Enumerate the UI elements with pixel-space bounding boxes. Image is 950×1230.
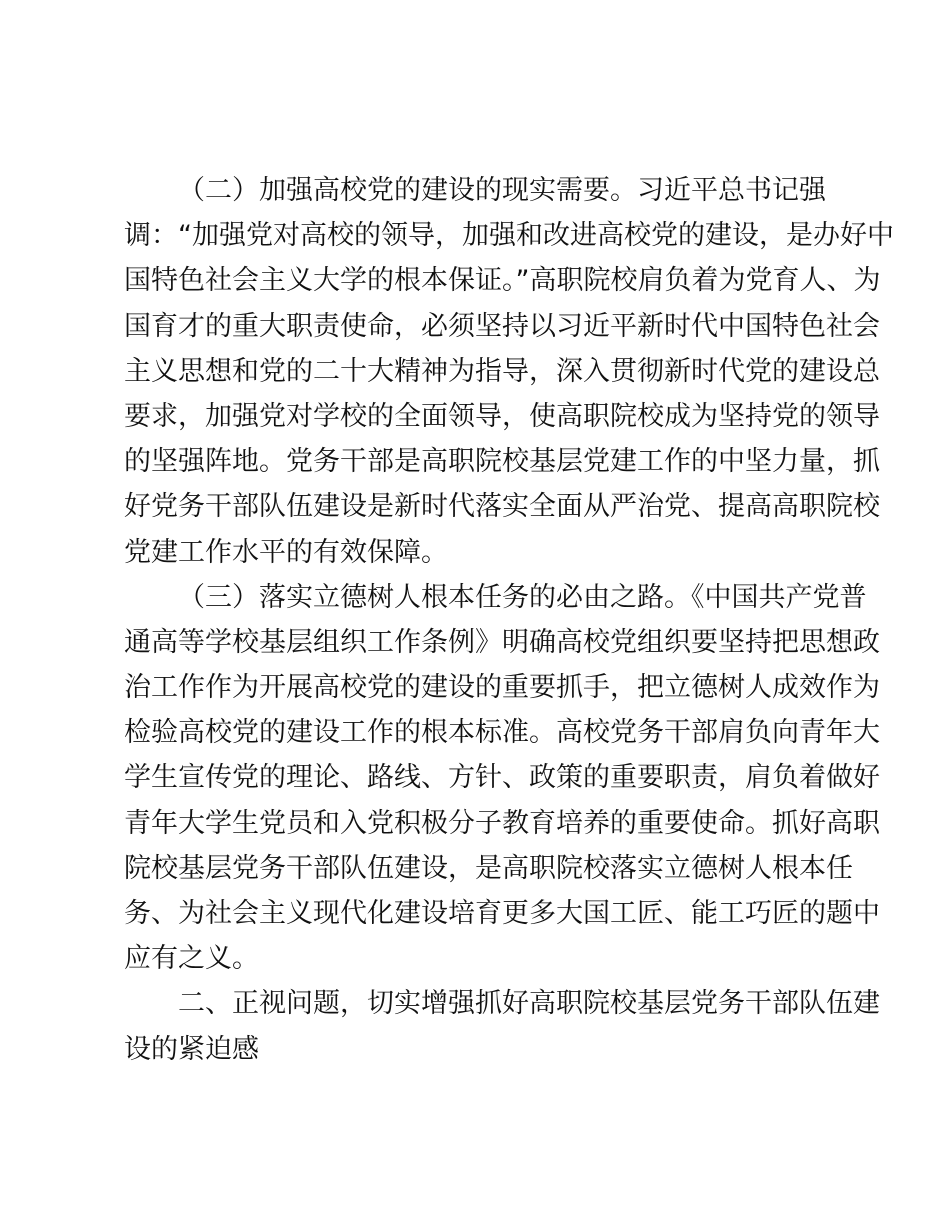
paragraph-3-line: 通高等学校基层组织工作条例》明确高校党组织要坚持把思想政 — [124, 626, 880, 658]
paragraph-3-line: 应有之义。 — [124, 943, 259, 975]
section-heading-line: 二、正视问题，切实增强抓好高职院校基层党务干部队伍建 — [178, 988, 880, 1020]
paragraph-3-line: 院校基层党务干部队伍建设，是高职院校落实立德树人根本任 — [124, 852, 853, 884]
paragraph-2-heading-line: （二）加强高校党的建设的现实需要。习近平总书记强 — [178, 175, 826, 206]
paragraph-2-line: 主义思想和党的二十大精神为指导，深入贯彻新时代党的建设总 — [124, 355, 880, 387]
paragraph-2-line: 国特色社会主义大学的根本保证。”高职院校肩负着为党育人、为 — [124, 265, 881, 297]
paragraph-2-line: 要求，加强党对学校的全面领导，使高职院校成为坚持党的领导 — [124, 400, 880, 432]
section-heading-line: 设的紧迫感 — [124, 1033, 259, 1065]
paragraph-2-line: 调：“加强党对高校的领导，加强和改进高校党的建设，是办好中 — [124, 220, 894, 252]
paragraph-3-line: 务、为社会主义现代化建设培育更多大国工匠、能工巧匠的题中 — [124, 898, 880, 929]
paragraph-3-line: 学生宣传党的理论、路线、方针、政策的重要职责，肩负着做好 — [124, 762, 880, 794]
paragraph-3-heading-line: （三）落实立德树人根本任务的必由之路。《中国共产党普 — [178, 581, 867, 613]
paragraph-2-line: 党建工作水平的有效保障。 — [124, 536, 448, 568]
paragraph-3-line: 青年大学生党员和入党积极分子教育培养的重要使命。抓好高职 — [124, 807, 880, 839]
paragraph-2-line: 好党务干部队伍建设是新时代落实全面从严治党、提高高职院校 — [124, 491, 880, 523]
paragraph-2-line: 国育才的重大职责使命，必须坚持以习近平新时代中国特色社会 — [124, 310, 880, 342]
paragraph-3-line: 检验高校党的建设工作的根本标准。高校党务干部肩负向青年大 — [124, 717, 880, 749]
paragraph-3-line: 治工作作为开展高校党的建设的重要抓手，把立德树人成效作为 — [124, 672, 880, 704]
paragraph-2-line: 的坚强阵地。党务干部是高职院校基层党建工作的中坚力量，抓 — [124, 446, 880, 478]
document-body — [124, 168, 894, 1072]
